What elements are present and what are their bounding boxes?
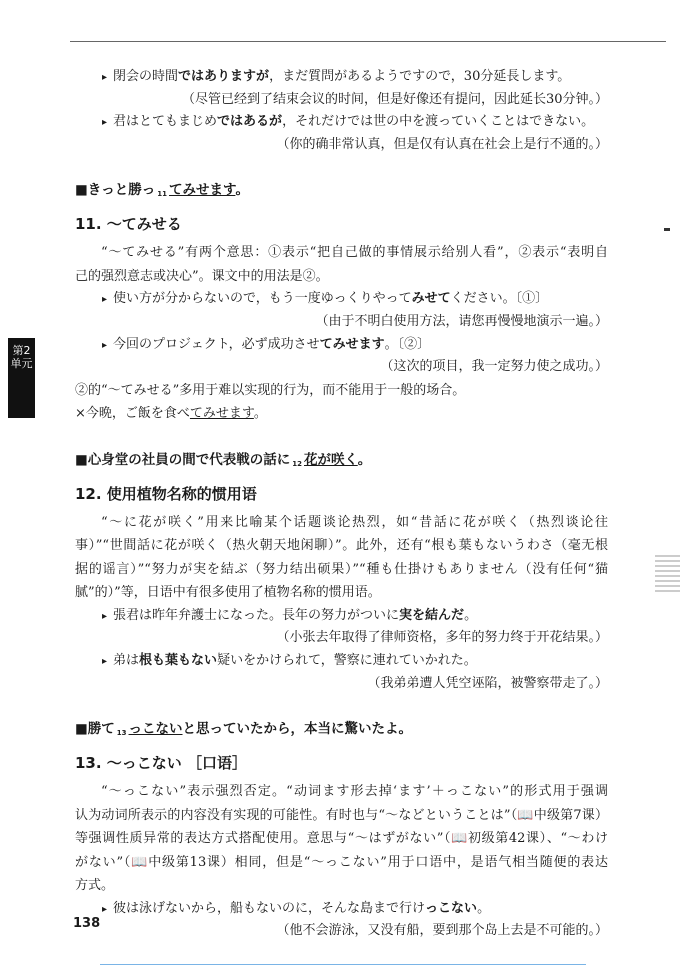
text-segment: 彼は泳げないから，船もないのに，そんな島まで行け (113, 900, 426, 916)
emphasis-text: 実を結んだ (399, 607, 465, 623)
text-segment: （你的确非常认真，但是仅有认真在社会上是行不通的。） (276, 136, 608, 152)
text-segment: 11. ～てみせる (75, 215, 182, 234)
section-heading (75, 746, 608, 780)
emphasis-text: ではありますが (178, 69, 270, 84)
text-segment: 弟は (113, 652, 140, 668)
example-sentence (75, 898, 608, 921)
text-segment: 閉会の時間 (113, 69, 179, 84)
text-segment: と思っていたから，本当に驚いたよ。 (182, 721, 413, 738)
text-segment: ，それだけでは世の中を渡っていくことはできない。 (282, 114, 595, 130)
text-segment: ，まだ質問があるようですので，30分延長します。 (269, 69, 571, 84)
translation-line (75, 627, 608, 650)
text-segment: 君はとてもまじめ (113, 114, 218, 130)
text-segment: （我弟弟遭人凭空诬陷，被警察带走了。） (367, 675, 608, 691)
text-segment: 今回のプロジェクト，必ず成功させ (113, 336, 320, 352)
text-segment: “～っこない”表示强烈否定。“动词ます形去掉‘ます’＋っこない”的形式用于强调 (101, 784, 608, 800)
text-segment: ください。〔①〕 (450, 291, 549, 307)
text-segment: 。 (477, 900, 491, 916)
paragraph-line (75, 804, 608, 828)
emphasis-text: 根も葉もない (139, 652, 218, 668)
example-sentence (75, 288, 608, 311)
text-segment: （尽管已经到了结束会议的时间，但是好像还有提问，因此延长30分钟。） (181, 91, 608, 107)
lesson-quote-heading (75, 173, 608, 207)
text-segment: 。〔②〕 (384, 336, 431, 352)
text-segment: 事）”“世間話に花が咲く（热火朝天地闲聊）”。此外，还有“根も葉もないうわさ（毫无根 (75, 538, 608, 554)
top-rule (70, 41, 666, 42)
emphasis-text: っこない (425, 900, 478, 916)
text-segment: 張君は昨年弁護士になった。長年の努力がついに (113, 607, 400, 623)
text-segment: 13. ～っこない ［口语］ (75, 754, 248, 773)
example-sentence (75, 111, 608, 134)
paragraph-line (75, 581, 608, 605)
paragraph-line (75, 827, 608, 851)
scan-mark (655, 555, 680, 595)
translation-line (75, 920, 608, 943)
text-segment: 。 (464, 607, 478, 623)
note-number: 11 (157, 190, 168, 199)
text-segment: ×今晩，ご飯を食べ (75, 406, 190, 422)
note-number: 12 (292, 459, 303, 468)
text-segment: ■心身堂の社員の間で代表戦の話に (75, 451, 291, 468)
text-segment: “～てみせる”有两个意思：①表示“把自己做的事情展示给别人看”，②表示“表明自 (101, 245, 608, 261)
text-segment: 己的强烈意志或决心”。课文中的用法是②。 (75, 268, 329, 284)
paragraph-line (75, 851, 608, 875)
paragraph-line (75, 402, 608, 426)
text-segment: がない”（📖中级第13课）相同，但是“～っこない”用于口语中，是语气相当随便的表达 (75, 854, 608, 870)
text-segment: （由于不明白使用方法，请您再慢慢地演示一遍。） (315, 313, 608, 329)
text-segment: 据的谣言）”“努力が実を結ぶ（努力结出硕果）”“種も仕掛けもありません（没有任何“猫 (75, 561, 608, 577)
bottom-rule (100, 964, 586, 965)
example-sentence (75, 66, 608, 89)
text-segment: “～に花が咲く”用来比喻某个话题谈论热烈，如“昔話に花が咲く（热烈谈论往 (101, 514, 608, 530)
text-segment: ■勝て (75, 721, 115, 738)
example-sentence (75, 605, 608, 628)
example-sentence (75, 650, 608, 673)
emphasis-text: ではあるが (217, 114, 283, 130)
paragraph-line (75, 265, 608, 289)
scan-mark (664, 228, 670, 231)
example-sentence (75, 334, 608, 357)
text-segment: 使い方が分からないので，もう一度ゆっくりやって (113, 291, 412, 307)
translation-line (75, 673, 608, 696)
lesson-quote-heading (75, 712, 608, 746)
underlined-text: てみせます (169, 182, 236, 199)
emphasis-text: てみせます (319, 336, 385, 352)
paragraph-line (75, 241, 608, 265)
page-content (75, 66, 608, 943)
section-heading (75, 207, 608, 241)
underlined-text: てみせます (189, 406, 254, 422)
text-segment: 方式。 (75, 878, 115, 894)
underlined-text: 花が咲く (304, 451, 358, 468)
text-segment: 。 (357, 451, 372, 468)
text-segment: ■きっと勝っ (75, 182, 156, 199)
translation-line (75, 134, 608, 157)
paragraph-line (75, 780, 608, 804)
text-segment: ②的“～てみせる”多用于难以实现的行为，而不能用于一般的场合。 (75, 382, 466, 398)
underlined-text: っこない (128, 721, 183, 738)
text-segment: （他不会游泳，又没有船，要到那个岛上去是不可能的。） (276, 923, 608, 939)
page-number: 138 (73, 916, 101, 931)
text-segment: 认为动词所表示的内容没有实现的可能性。有时也与“～などということは”（📖中级第7课） (75, 807, 608, 823)
translation-line (75, 89, 608, 112)
paragraph-line (75, 534, 608, 558)
emphasis-text: みせて (411, 291, 451, 307)
translation-line (75, 311, 608, 334)
text-segment: 。 (235, 182, 249, 199)
unit-side-tab: 第2单元 (8, 338, 35, 418)
text-segment: 腻”的）”等，日语中有很多使用了植物名称的惯用语。 (75, 585, 381, 601)
paragraph-line (75, 379, 608, 403)
paragraph-line (75, 558, 608, 582)
text-segment: 12. 使用植物名称的惯用语 (75, 484, 257, 503)
note-number: 13 (116, 729, 127, 738)
text-segment: 等强调性质异常的表达方式搭配使用。意思与“～はずがない”（📖初级第42课）、“～わけ (75, 831, 608, 847)
paragraph-line (75, 874, 608, 898)
lesson-quote-heading (75, 443, 608, 477)
translation-line (75, 356, 608, 379)
text-segment: （这次的项目，我一定努力使之成功。） (380, 359, 608, 375)
text-segment: （小张去年取得了律师资格，多年的努力终于开花结果。） (276, 630, 608, 646)
text-segment: 疑いをかけられて，警察に連れていかれた。 (217, 652, 477, 668)
text-segment: 。 (253, 406, 267, 422)
section-heading (75, 477, 608, 511)
paragraph-line (75, 511, 608, 535)
